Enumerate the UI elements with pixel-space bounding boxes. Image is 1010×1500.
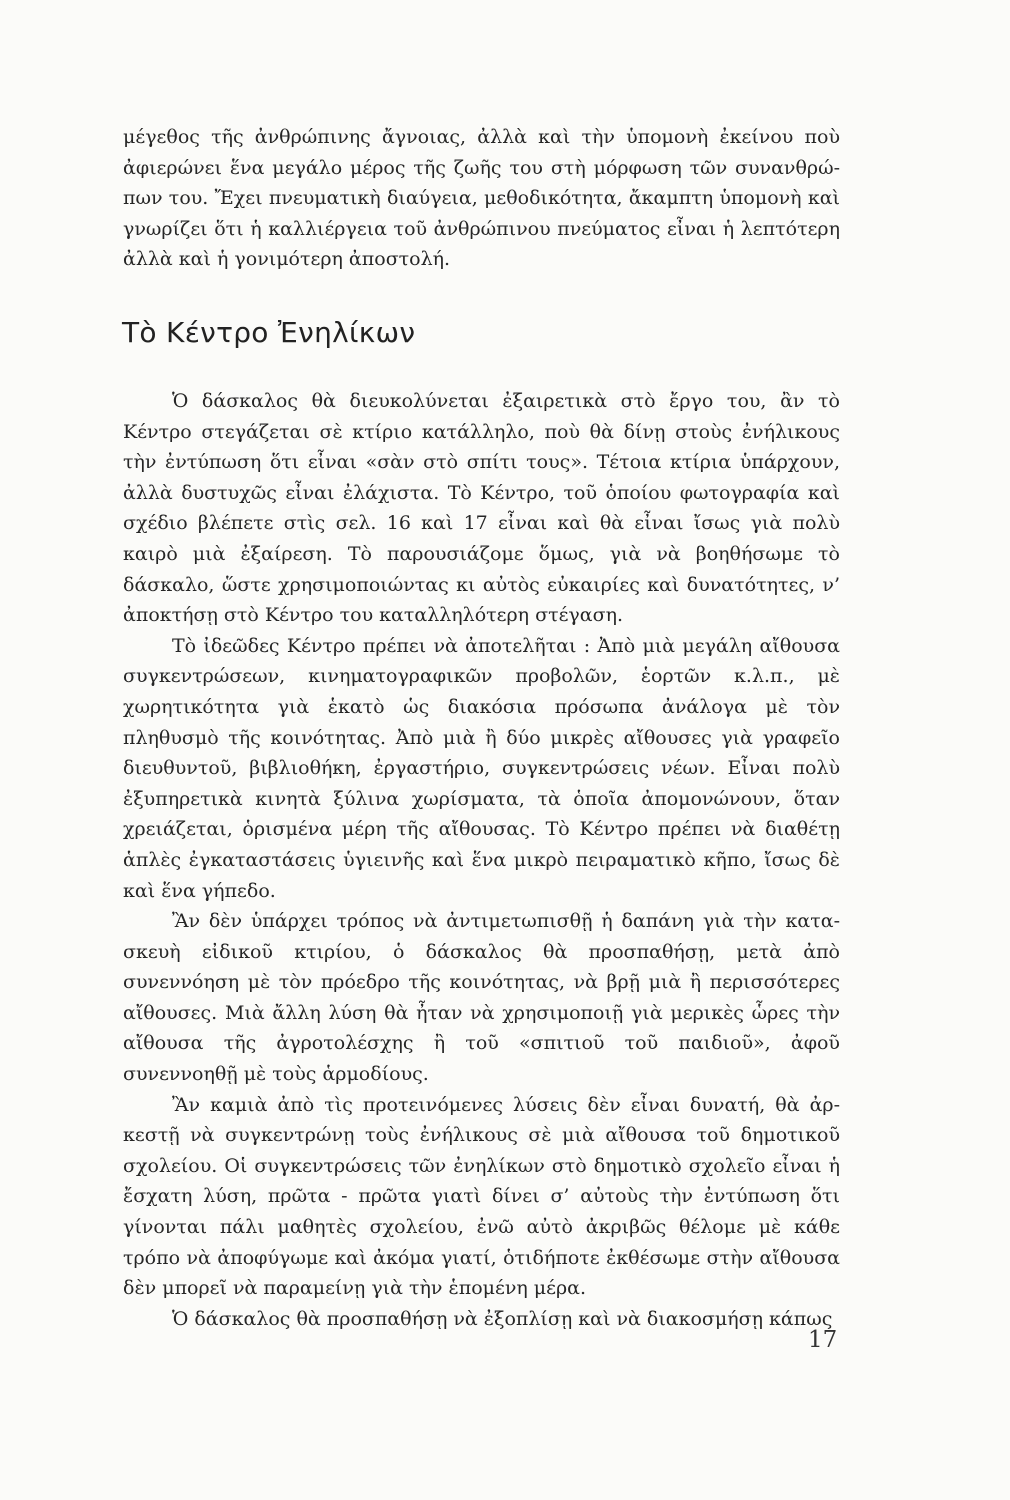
paragraph-1: Ὁ δάσκαλος θὰ διευκολύνεται ἐξαιρετικὰ στὸ ἔργο του, ἂν τὸ Κέντρο στεγάζεται σὲ κτίριο κατάλληλο, ποὺ θὰ δίνῃ στοὺς ἐνήλικους τὴν ἐντύπωση ὅτι εἶναι «σὰν στὸ σπίτι τους». Τέτοια κτίρια ὑπάρχουν, ἀλλὰ δυστυχῶς εἶναι ἐλάχιστα. Τὸ Κέντρο, τοῦ ὁποίου φωτογραφία καὶ σχέδιο βλέπετε στὶς σελ. 16 καὶ 17 εἶναι καὶ θὰ εἶναι ἴσως γιὰ πολὺ καιρὸ μιὰ ἐξαίρεση. Τὸ παρουσιάζομε ὅμως, γιὰ νὰ βοηθήσωμε τὸ δάσκαλο, ὥστε χρησιμοποιώντας κι αὐτὸς εὐκαιρίες καὶ δυνατότητες, ν’ ἀποκτήσῃ στὸ Κέντρο του καταλληλότερη στέγαση. (123, 390, 840, 627)
page-number: 17 (808, 1327, 838, 1353)
paragraph-5: Ὁ δάσκαλος θὰ προσπαθήσῃ νὰ ἐξοπλίσῃ καὶ νὰ διακοσμήσῃ κάπως (172, 1307, 833, 1330)
body-text (123, 386, 840, 1334)
section-heading: Τὸ Κέντρο Ἐνηλίκων (122, 316, 416, 349)
paragraph-3: Ἂν δὲν ὑπάρχει τρόπος νὰ ἀντιμετωπισθῇ ἡ δαπάνη γιὰ τὴν κατασκευὴ εἰδικοῦ κτιρίου, ὁ δάσκαλος θὰ προσπαθήσῃ, μετὰ ἀπὸ συνεννόηση μὲ τὸν πρόεδρο τῆς κοινότητας, νὰ βρῇ μιὰ ἢ περισσότερες αἴθουσες. Μιὰ ἄλλη λύση θὰ ἦταν νὰ χρησιμοποιῇ γιὰ μερικὲς ὧρες τὴν αἴθουσα τῆς ἀγροτολέσχης ἢ τοῦ «σπιτιοῦ τοῦ παιδιοῦ», ἀφοῦ συνεννοηθῇ μὲ τοὺς ἁρμοδίους. (123, 910, 840, 1086)
intro-text (123, 122, 840, 275)
intro-paragraph: μέγεθος τῆς ἀνθρώπινης ἄγνοιας, ἀλλὰ καὶ τὴν ὑπομονὴ ἐκείνου ποὺ ἀφιερώνει ἕνα μεγάλο μέρος τῆς ζωῆς του στὴ μόρφωση τῶν συνανθρώπων του. Ἔχει πνευματικὴ διαύγεια, μεθοδικότητα, ἄκαμπτη ὑπομονὴ καὶ γνωρίζει ὅτι ἡ καλλιέργεια τοῦ ἀνθρώπινου πνεύματος εἶναι ἡ λεπτότερη ἀλλὰ καὶ ἡ γονιμότερη ἀποστολή. (123, 126, 840, 271)
paragraph-4: Ἂν καμιὰ ἀπὸ τὶς προτεινόμενες λύσεις δὲν εἶναι δυνατή, θὰ ἀρκεστῇ νὰ συγκεντρώνῃ τοὺς ἐνήλικους σὲ μιὰ αἴθουσα τοῦ δημοτικοῦ σχολείου. Οἱ συγκεντρώσεις τῶν ἐνηλίκων στὸ δημοτικὸ σχολεῖο εἶναι ἡ ἔσχατη λύση, πρῶτα - πρῶτα γιατὶ δίνει σ’ αὐτοὺς τὴν ἐντύπωση ὅτι γίνονται πάλι μαθητὲς σχολείου, ἐνῶ αὐτὸ ἀκριβῶς θέλομε μὲ κάθε τρόπο νὰ ἀποφύγωμε καὶ ἀκόμα γιατί, ὁτιδήποτε ἐκθέσωμε στὴν αἴθουσα δὲν μπορεῖ νὰ παραμείνῃ γιὰ τὴν ἑπομένη μέρα. (123, 1093, 840, 1300)
paragraph-2: Τὸ ἰδεῶδες Κέντρο πρέπει νὰ ἀποτελῆται : Ἀπὸ μιὰ μεγάλη αἴθουσα συγκεντρώσεων, κινηματογραφικῶν προβολῶν, ἑορτῶν κ.λ.π., μὲ χωρητικότητα γιὰ ἑκατὸ ὡς διακόσια πρόσωπα ἀνάλογα μὲ τὸν πληθυσμὸ τῆς κοινότητας. Ἀπὸ μιὰ ἢ δύο μικρὲς αἴθουσες γιὰ γραφεῖο διευθυντοῦ, βιβλιοθήκη, ἐργαστήριο, συγκεντρώσεις νέων. Εἶναι πολὺ ἐξυπηρετικὰ κινητὰ ξύλινα χωρίσματα, τὰ ὁποῖα ἀπομονώνουν, ὅταν χρειάζεται, ὁρισμένα μέρη τῆς αἴθουσας. Τὸ Κέντρο πρέπει νὰ διαθέτῃ ἁπλὲς ἐγκαταστάσεις ὑγιεινῆς καὶ ἕνα μικρὸ πειραματικὸ κῆπο, ἴσως δὲ καὶ ἕνα γήπεδο. (123, 634, 840, 902)
